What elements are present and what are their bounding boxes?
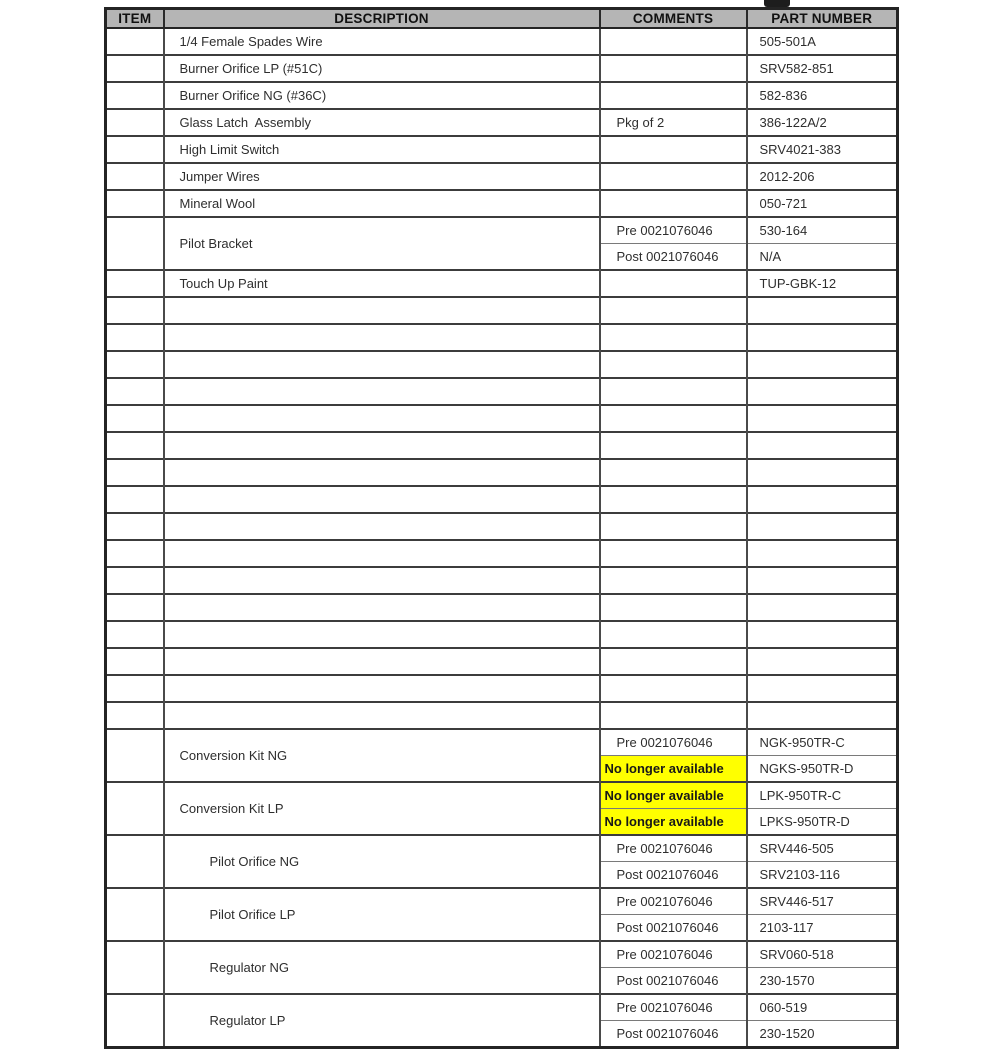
part-number-cell [747, 378, 898, 405]
item-cell [106, 994, 164, 1048]
comment-cell [600, 28, 747, 55]
item-cell [106, 55, 164, 82]
item-cell [106, 163, 164, 190]
comment-cell: Post 0021076046 [600, 244, 747, 271]
comment-cell: Pre 0021076046 [600, 835, 747, 862]
table-row [106, 835, 898, 862]
item-cell [106, 702, 164, 729]
part-number-cell [747, 594, 898, 621]
description-cell: Burner Orifice NG (#36C) [164, 82, 600, 109]
comment-cell: Post 0021076046 [600, 1021, 747, 1048]
part-number-cell [747, 297, 898, 324]
empty-row [106, 459, 898, 486]
part-number-cell: 582-836 [747, 82, 898, 109]
comment-cell [600, 82, 747, 109]
comment-cell [600, 702, 747, 729]
description-cell [164, 405, 600, 432]
empty-row [106, 378, 898, 405]
item-cell [106, 190, 164, 217]
empty-row [106, 594, 898, 621]
part-number-cell: 530-164 [747, 217, 898, 244]
description-cell: High Limit Switch [164, 136, 600, 163]
comment-cell-highlighted: No longer available [600, 809, 747, 836]
empty-row [106, 702, 898, 729]
column-header-item: ITEM [106, 9, 164, 29]
comment-cell [600, 621, 747, 648]
part-number-cell [747, 702, 898, 729]
item-cell [106, 270, 164, 297]
description-cell: Regulator LP [164, 994, 600, 1048]
table-row [106, 163, 898, 190]
comment-cell: Post 0021076046 [600, 915, 747, 942]
comment-cell: Pre 0021076046 [600, 994, 747, 1021]
table-row [106, 270, 898, 297]
description-cell [164, 486, 600, 513]
empty-row [106, 567, 898, 594]
comment-cell [600, 648, 747, 675]
table-row [106, 136, 898, 163]
comment-cell [600, 163, 747, 190]
part-number-cell: 230-1570 [747, 968, 898, 995]
description-cell [164, 648, 600, 675]
comment-cell [600, 594, 747, 621]
item-cell [106, 835, 164, 888]
parts-table [104, 7, 899, 1049]
description-cell: Pilot Orifice NG [164, 835, 600, 888]
empty-row [106, 351, 898, 378]
comment-cell-highlighted: No longer available [600, 756, 747, 783]
empty-row [106, 324, 898, 351]
description-cell: Pilot Orifice LP [164, 888, 600, 941]
part-number-cell [747, 540, 898, 567]
description-cell: Touch Up Paint [164, 270, 600, 297]
comment-cell [600, 324, 747, 351]
comment-cell [600, 513, 747, 540]
table-row [106, 28, 898, 55]
part-number-cell: 505-501A [747, 28, 898, 55]
part-number-cell: SRV446-517 [747, 888, 898, 915]
description-cell [164, 432, 600, 459]
comment-cell [600, 459, 747, 486]
item-cell [106, 486, 164, 513]
table-header [106, 9, 898, 29]
empty-row [106, 405, 898, 432]
part-number-cell: SRV2103-116 [747, 862, 898, 889]
description-cell: Jumper Wires [164, 163, 600, 190]
description-cell: Glass Latch Assembly [164, 109, 600, 136]
comment-cell: Pre 0021076046 [600, 888, 747, 915]
comment-cell [600, 432, 747, 459]
part-number-cell [747, 405, 898, 432]
description-cell [164, 594, 600, 621]
part-number-cell: SRV582-851 [747, 55, 898, 82]
comment-cell [600, 136, 747, 163]
part-number-cell [747, 351, 898, 378]
part-number-cell: N/A [747, 244, 898, 271]
empty-row [106, 540, 898, 567]
table-row [106, 82, 898, 109]
item-cell [106, 297, 164, 324]
comment-cell: Pre 0021076046 [600, 217, 747, 244]
item-cell [106, 28, 164, 55]
part-number-cell: NGKS-950TR-D [747, 756, 898, 783]
table-row [106, 941, 898, 968]
comment-cell [600, 405, 747, 432]
part-number-cell: 060-519 [747, 994, 898, 1021]
item-cell [106, 513, 164, 540]
empty-row [106, 297, 898, 324]
item-cell [106, 567, 164, 594]
column-header-part-number: PART NUMBER [747, 9, 898, 29]
comment-cell [600, 486, 747, 513]
description-cell: Conversion Kit LP [164, 782, 600, 835]
comment-cell [600, 378, 747, 405]
comment-cell: Pkg of 2 [600, 109, 747, 136]
comment-cell [600, 270, 747, 297]
comment-cell [600, 55, 747, 82]
comment-cell [600, 567, 747, 594]
comment-cell-highlighted: No longer available [600, 782, 747, 809]
part-number-cell: SRV060-518 [747, 941, 898, 968]
part-number-cell: SRV4021-383 [747, 136, 898, 163]
description-cell [164, 513, 600, 540]
table-row [106, 109, 898, 136]
description-cell: Conversion Kit NG [164, 729, 600, 782]
description-cell: 1/4 Female Spades Wire [164, 28, 600, 55]
empty-row [106, 432, 898, 459]
description-cell [164, 567, 600, 594]
description-cell [164, 675, 600, 702]
comment-cell [600, 190, 747, 217]
description-cell [164, 540, 600, 567]
table-row [106, 888, 898, 915]
comment-cell: Post 0021076046 [600, 968, 747, 995]
comment-cell [600, 351, 747, 378]
part-number-cell: LPK-950TR-C [747, 782, 898, 809]
item-cell [106, 888, 164, 941]
item-cell [106, 136, 164, 163]
table-row [106, 782, 898, 809]
part-number-cell [747, 675, 898, 702]
comment-cell [600, 297, 747, 324]
description-cell [164, 702, 600, 729]
description-cell [164, 297, 600, 324]
empty-row [106, 621, 898, 648]
table-row [106, 994, 898, 1021]
item-cell [106, 675, 164, 702]
part-number-cell: TUP-GBK-12 [747, 270, 898, 297]
empty-row [106, 513, 898, 540]
item-cell [106, 109, 164, 136]
description-cell: Regulator NG [164, 941, 600, 994]
item-cell [106, 621, 164, 648]
table-row [106, 190, 898, 217]
item-cell [106, 594, 164, 621]
part-number-cell [747, 324, 898, 351]
part-number-cell: 050-721 [747, 190, 898, 217]
part-number-cell [747, 648, 898, 675]
empty-row [106, 648, 898, 675]
item-cell [106, 540, 164, 567]
item-cell [106, 405, 164, 432]
part-number-cell: 386-122A/2 [747, 109, 898, 136]
item-cell [106, 82, 164, 109]
header-row [106, 9, 898, 29]
comment-cell: Post 0021076046 [600, 862, 747, 889]
comment-cell [600, 675, 747, 702]
description-cell: Mineral Wool [164, 190, 600, 217]
item-cell [106, 351, 164, 378]
item-cell [106, 648, 164, 675]
part-number-cell: 230-1520 [747, 1021, 898, 1048]
part-number-cell [747, 567, 898, 594]
comment-cell: Pre 0021076046 [600, 729, 747, 756]
item-cell [106, 941, 164, 994]
part-number-cell [747, 459, 898, 486]
description-cell [164, 324, 600, 351]
item-cell [106, 324, 164, 351]
table-body [106, 28, 898, 1048]
table-row [106, 55, 898, 82]
comment-cell: Pre 0021076046 [600, 941, 747, 968]
item-cell [106, 459, 164, 486]
item-cell [106, 782, 164, 835]
part-number-cell: LPKS-950TR-D [747, 809, 898, 836]
comment-cell [600, 540, 747, 567]
table-row [106, 217, 898, 244]
item-cell [106, 378, 164, 405]
part-number-cell [747, 621, 898, 648]
description-cell [164, 378, 600, 405]
item-cell [106, 217, 164, 270]
part-number-cell [747, 513, 898, 540]
cropped-text-artifact [764, 0, 790, 7]
part-number-cell [747, 486, 898, 513]
column-header-comments: COMMENTS [600, 9, 747, 29]
empty-row [106, 486, 898, 513]
part-number-cell: 2012-206 [747, 163, 898, 190]
item-cell [106, 729, 164, 782]
description-cell: Burner Orifice LP (#51C) [164, 55, 600, 82]
part-number-cell: SRV446-505 [747, 835, 898, 862]
description-cell [164, 621, 600, 648]
description-cell [164, 351, 600, 378]
table-row [106, 729, 898, 756]
column-header-description: DESCRIPTION [164, 9, 600, 29]
item-cell [106, 432, 164, 459]
part-number-cell: NGK-950TR-C [747, 729, 898, 756]
description-cell: Pilot Bracket [164, 217, 600, 270]
part-number-cell: 2103-117 [747, 915, 898, 942]
empty-row [106, 675, 898, 702]
description-cell [164, 459, 600, 486]
part-number-cell [747, 432, 898, 459]
